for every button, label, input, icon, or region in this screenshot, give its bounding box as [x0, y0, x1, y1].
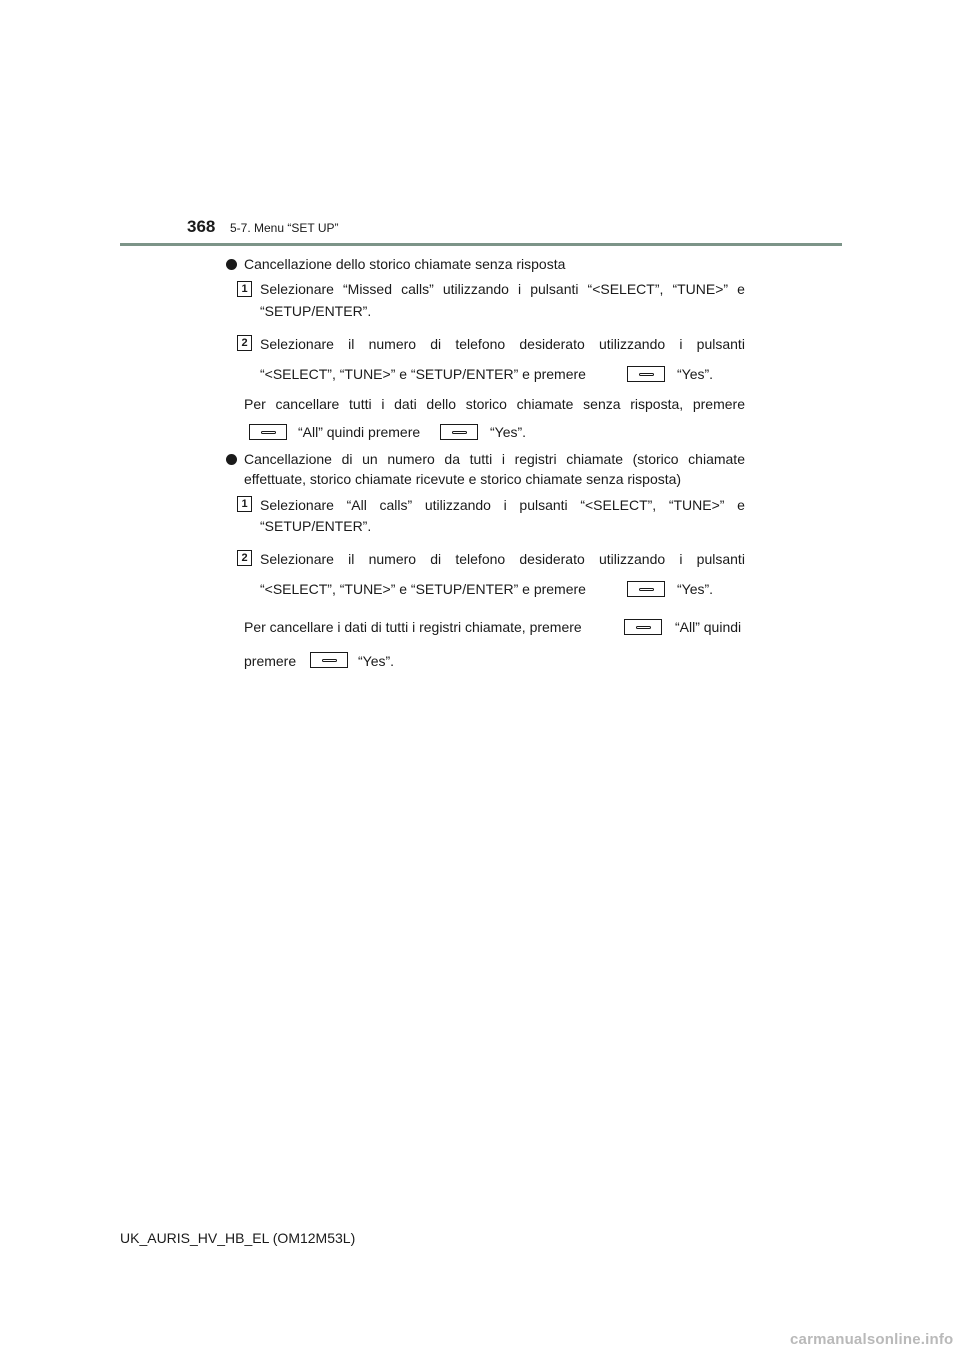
note-text — [244, 394, 745, 414]
step-number-badge: 1 — [237, 496, 252, 512]
step-text-line-word: pulsanti — [696, 551, 745, 567]
section-heading-line-word: (storico — [632, 451, 679, 467]
step-text-line: “SETUP/ENTER”. — [260, 303, 372, 319]
section-heading-line-word: numero — [387, 451, 435, 467]
step-text-line-word: “TUNE>” — [668, 497, 725, 513]
section-heading-line-word: un — [362, 451, 378, 467]
section-heading-line: effettuate, storico chiamate ricevute e storico chiamate senza risposta) — [244, 471, 682, 487]
step-text-line-word: i — [679, 336, 683, 352]
note-text-line-word: cancellare — [275, 396, 340, 412]
section-heading-line-word: registri — [514, 451, 557, 467]
menu-button-icon — [627, 366, 665, 382]
step-text-line: “Yes”. — [677, 366, 714, 382]
menu-button-icon — [440, 424, 478, 440]
section-heading — [244, 449, 745, 469]
step-text-line-word: il — [348, 336, 355, 352]
step-number-badge: 2 — [237, 550, 252, 566]
step-text-line-word: i — [518, 281, 522, 297]
bullet-icon — [226, 454, 237, 465]
section-heading-line-word: i — [501, 451, 505, 467]
section-heading-line-word: tutti — [469, 451, 493, 467]
menu-button-icon — [627, 581, 665, 597]
step-text-line-word: utilizzando — [598, 336, 666, 352]
section-heading-line-word: chiamate — [566, 451, 624, 467]
step-text — [260, 495, 745, 515]
step-text-line: “Yes”. — [677, 581, 714, 597]
step-text-line-word: “<SELECT”, — [580, 497, 657, 513]
section-heading: Cancellazione dello storico chiamate senza risposta — [244, 256, 566, 272]
step-text-line-word: “TUNE>” — [672, 281, 729, 297]
step-number-badge: 1 — [237, 281, 252, 297]
step-text-line-word: utilizzando — [598, 551, 666, 567]
step-text-line-word: “Missed — [343, 281, 393, 297]
footer-code: UK_AURIS_HV_HB_EL (OM12M53L) — [120, 1230, 356, 1246]
section-title: 5-7. Menu “SET UP” — [230, 221, 339, 235]
menu-button-icon — [624, 619, 662, 635]
step-number-badge: 2 — [237, 335, 252, 351]
section-heading-line-word: di — [341, 451, 353, 467]
step-text-line-word: pulsanti — [519, 497, 568, 513]
step-text-line-word: utilizzando — [442, 281, 509, 297]
step-text-line-word: “All — [346, 497, 367, 513]
bullet-icon — [226, 259, 237, 270]
note-text-line-word: storico — [465, 396, 507, 412]
step-text-line-word: “<SELECT”, — [587, 281, 664, 297]
step-text-line-word: Selezionare — [260, 336, 334, 352]
step-text-line-word: Selezionare — [260, 281, 334, 297]
note-text-line-word: risposta, — [630, 396, 684, 412]
note-text-line: “Yes”. — [490, 424, 527, 440]
step-text-line-word: pulsanti — [696, 336, 745, 352]
step-text-line-word: i — [679, 551, 683, 567]
step-text-line-word: il — [348, 551, 355, 567]
watermark: carmanualsonline.info — [790, 1331, 954, 1348]
section-heading-line-word: da — [444, 451, 460, 467]
header-divider — [120, 243, 842, 246]
note-text-line-word: chiamate — [516, 396, 574, 412]
step-text-line: “<SELECT”, “TUNE>” e “SETUP/ENTER” e premere — [260, 581, 586, 597]
page-number: 368 — [187, 217, 216, 236]
note-text-line-word: premere — [692, 396, 745, 412]
step-text-line-word: calls” — [379, 497, 413, 513]
step-text-line-word: numero — [368, 551, 417, 567]
note-text-line: premere — [244, 653, 297, 669]
step-text-line-word: Selezionare — [260, 497, 334, 513]
step-text-line-word: desiderato — [519, 551, 585, 567]
note-text-line-word: i — [381, 396, 385, 412]
note-text-line-word: senza — [583, 396, 621, 412]
step-text-line-word: calls” — [401, 281, 434, 297]
menu-button-icon — [249, 424, 287, 440]
step-text-line-word: telefono — [455, 336, 506, 352]
step-text-line-word: numero — [368, 336, 417, 352]
note-text-line-word: Per — [244, 396, 266, 412]
step-text-line-word: utilizzando — [424, 497, 491, 513]
step-text-line-word: e — [737, 497, 745, 513]
note-text-line-word: dello — [426, 396, 457, 412]
note-text-line: Per cancellare i dati di tutti i registri chiamate, premere — [244, 619, 582, 635]
step-text-line-word: Selezionare — [260, 551, 334, 567]
step-text-line-word: pulsanti — [530, 281, 579, 297]
step-text — [260, 334, 745, 354]
step-text-line-word: di — [430, 336, 442, 352]
note-text-line-word: dati — [394, 396, 417, 412]
step-text-line-word: e — [737, 281, 745, 297]
step-text-line-word: di — [430, 551, 442, 567]
step-text-line-word: telefono — [455, 551, 506, 567]
step-text-line: “<SELECT”, “TUNE>” e “SETUP/ENTER” e premere — [260, 366, 586, 382]
menu-button-icon — [310, 652, 348, 668]
step-text-line-word: desiderato — [519, 336, 585, 352]
step-text — [260, 549, 745, 569]
step-text-line: “SETUP/ENTER”. — [260, 518, 372, 534]
section-heading-line-word: Cancellazione — [244, 451, 332, 467]
note-text-line: “All” quindi — [675, 619, 742, 635]
note-text-line: “All” quindi premere — [298, 424, 421, 440]
note-text-line-word: tutti — [349, 396, 372, 412]
section-heading-line-word: chiamate — [688, 451, 745, 467]
step-text — [260, 279, 745, 299]
step-text-line-word: i — [503, 497, 507, 513]
note-text-line: “Yes”. — [358, 653, 395, 669]
